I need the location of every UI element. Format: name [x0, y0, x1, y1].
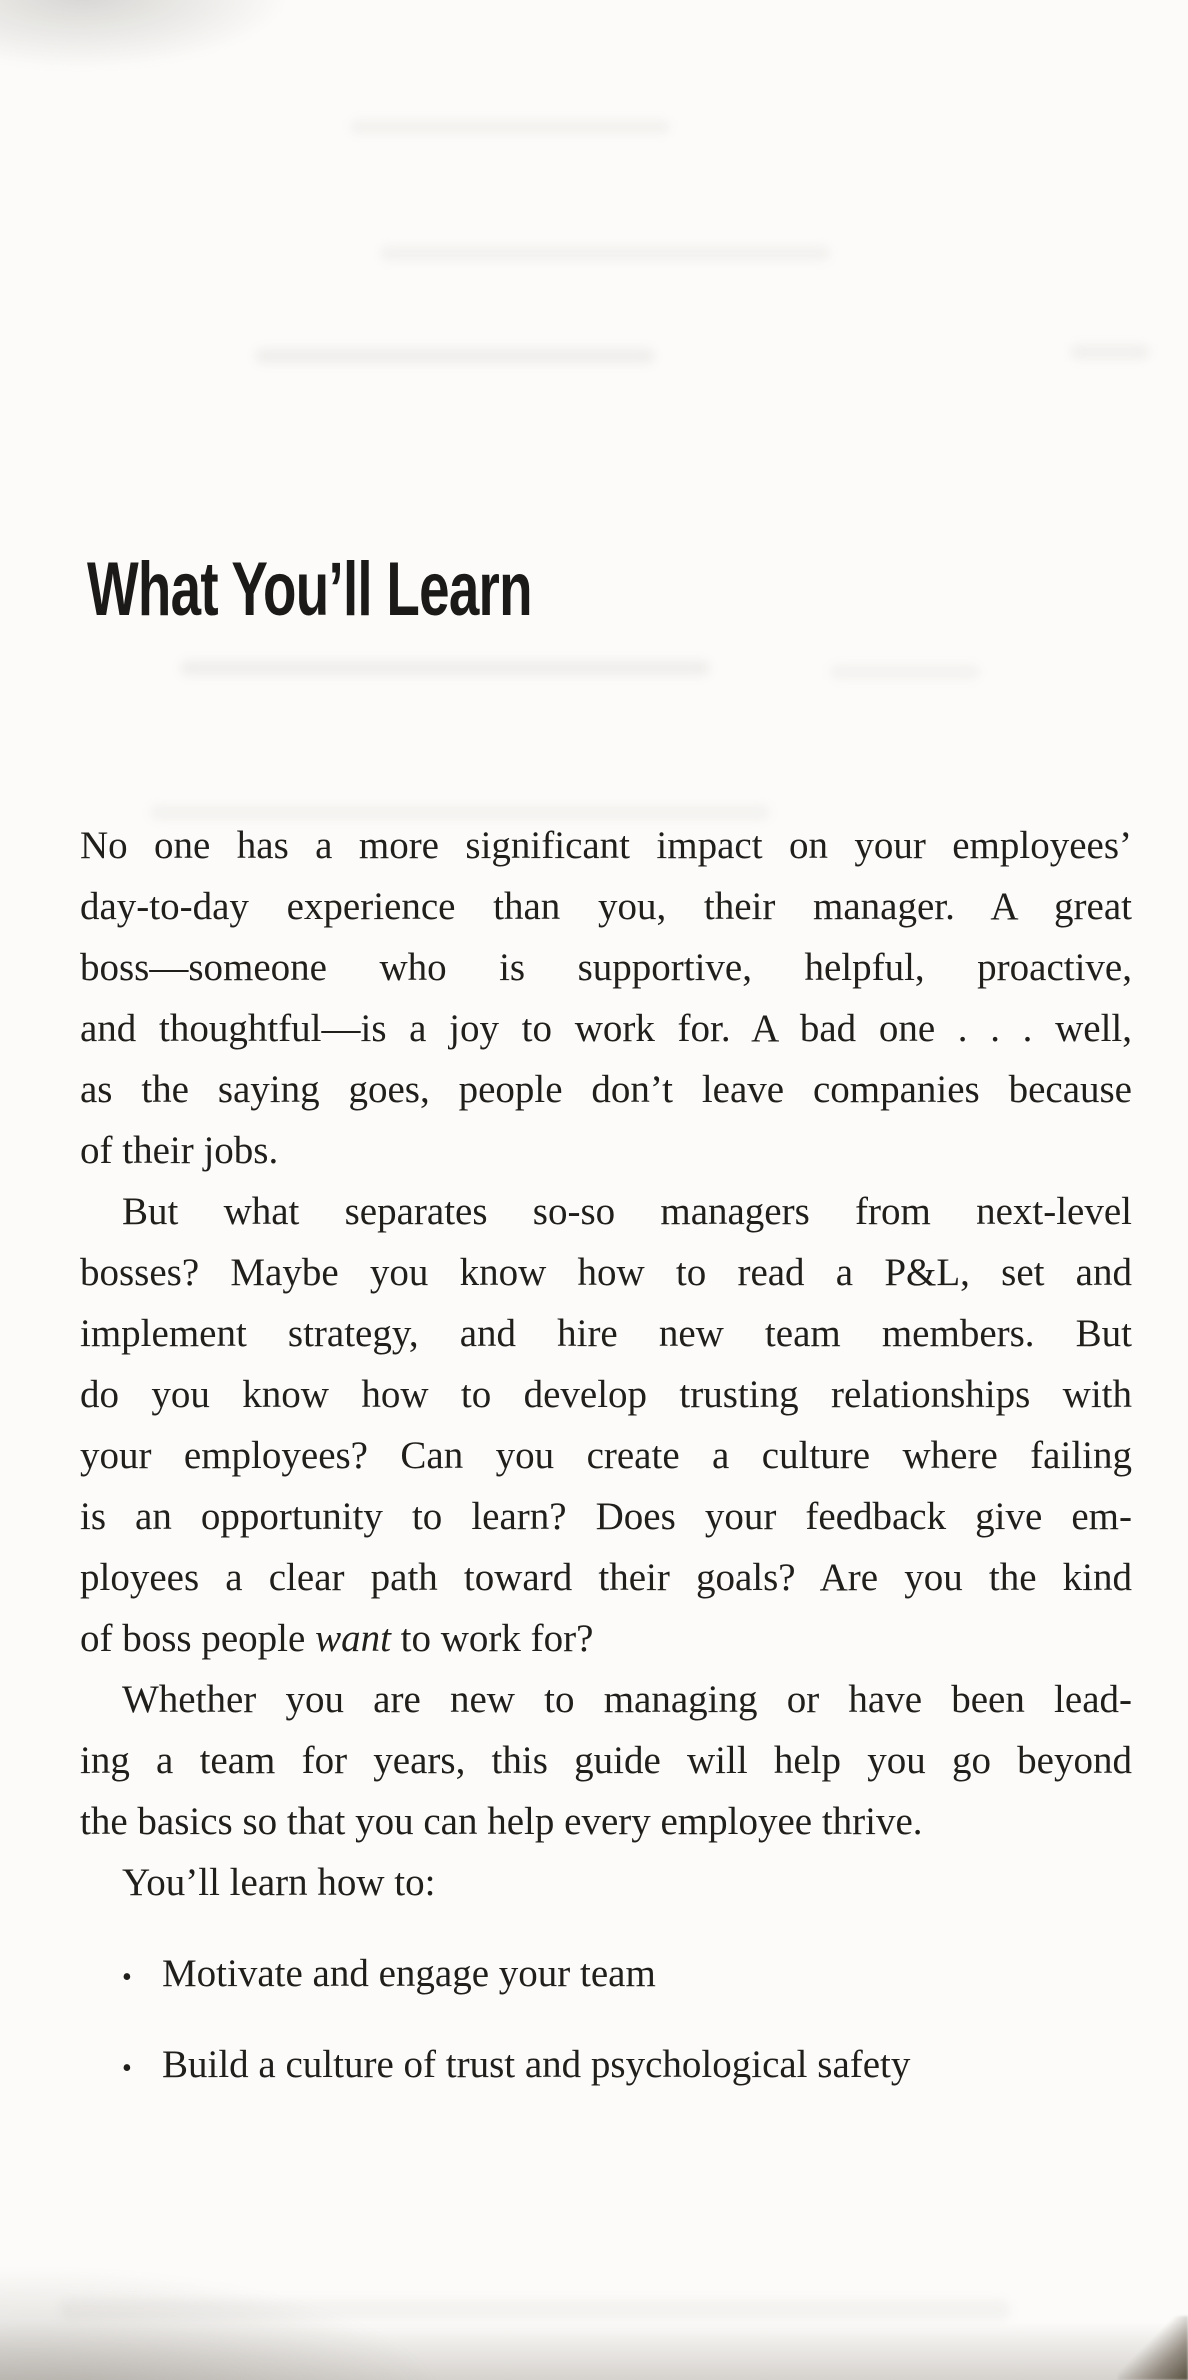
text-segment: of boss people — [80, 1617, 316, 1660]
list-item — [122, 1943, 1132, 2008]
text-line: boss—someone who is supportive, helpful, proactive, — [80, 946, 1132, 989]
text-line: do you know how to develop trusting relationships with — [80, 1373, 1132, 1416]
bleedthrough-ghost — [380, 246, 830, 261]
text-line: as the saying goes, people don’t leave companies because — [80, 1068, 1132, 1111]
bullet-text: Motivate and engage your team — [162, 1952, 656, 1995]
text-line: day-to-day experience than you, their manager. A great — [80, 885, 1132, 928]
chapter-title: What You’ll Learn — [87, 547, 532, 632]
text-line: bosses? Maybe you know how to read a P&L, set and — [80, 1251, 1132, 1294]
text-line: and thoughtful—is a joy to work for. A bad one . . . well, — [80, 1007, 1132, 1050]
bleedthrough-ghost — [1070, 344, 1150, 360]
text-line: Whether you are new to managing or have been lead- — [122, 1678, 1132, 1721]
bullet-icon: • — [122, 1962, 132, 1993]
text-line: implement strategy, and hire new team members. But — [80, 1312, 1132, 1355]
bullet-text: Build a culture of trust and psychological safety — [162, 2043, 911, 2086]
text-line: your employees? Can you create a culture where failing — [80, 1434, 1132, 1477]
body-text — [80, 815, 1132, 2099]
paragraph-2 — [80, 1181, 1132, 1669]
text-segment: to work for? — [390, 1617, 594, 1660]
bleedthrough-ghost — [350, 120, 670, 134]
bleedthrough-ghost — [255, 348, 655, 364]
list-item — [122, 2034, 1132, 2099]
text-line: You’ll learn how to: — [122, 1861, 436, 1904]
text-line: of their jobs. — [80, 1129, 279, 1172]
text-line: is an opportunity to learn? Does your feedback give em- — [80, 1495, 1132, 1538]
text-line: the basics so that you can help every employee thrive. — [80, 1800, 923, 1843]
bleedthrough-ghost — [60, 2300, 1010, 2320]
text-line: No one has a more significant impact on your employees’ — [80, 824, 1132, 867]
bullet-icon: • — [122, 2053, 132, 2084]
bleedthrough-ghost — [180, 660, 710, 676]
bullet-list — [80, 1943, 1132, 2099]
paragraph-4 — [80, 1852, 1132, 1913]
page-corner-curl — [1118, 2316, 1188, 2380]
text-line: But what separates so-so managers from next-level — [122, 1190, 1132, 1233]
bleedthrough-ghost — [830, 665, 980, 679]
page-edge-shadow — [0, 2322, 1188, 2380]
text-line — [80, 1608, 1132, 1669]
italic-text: want — [315, 1617, 391, 1660]
paragraph-1 — [80, 815, 1132, 1181]
scan-smudge-topleft — [0, 0, 290, 70]
paragraph-3 — [80, 1669, 1132, 1852]
text-line: ing a team for years, this guide will help you go beyond — [80, 1739, 1132, 1782]
page-edge-shadow-left — [0, 2270, 440, 2380]
text-line: ployees a clear path toward their goals? Are you the kind — [80, 1556, 1132, 1599]
